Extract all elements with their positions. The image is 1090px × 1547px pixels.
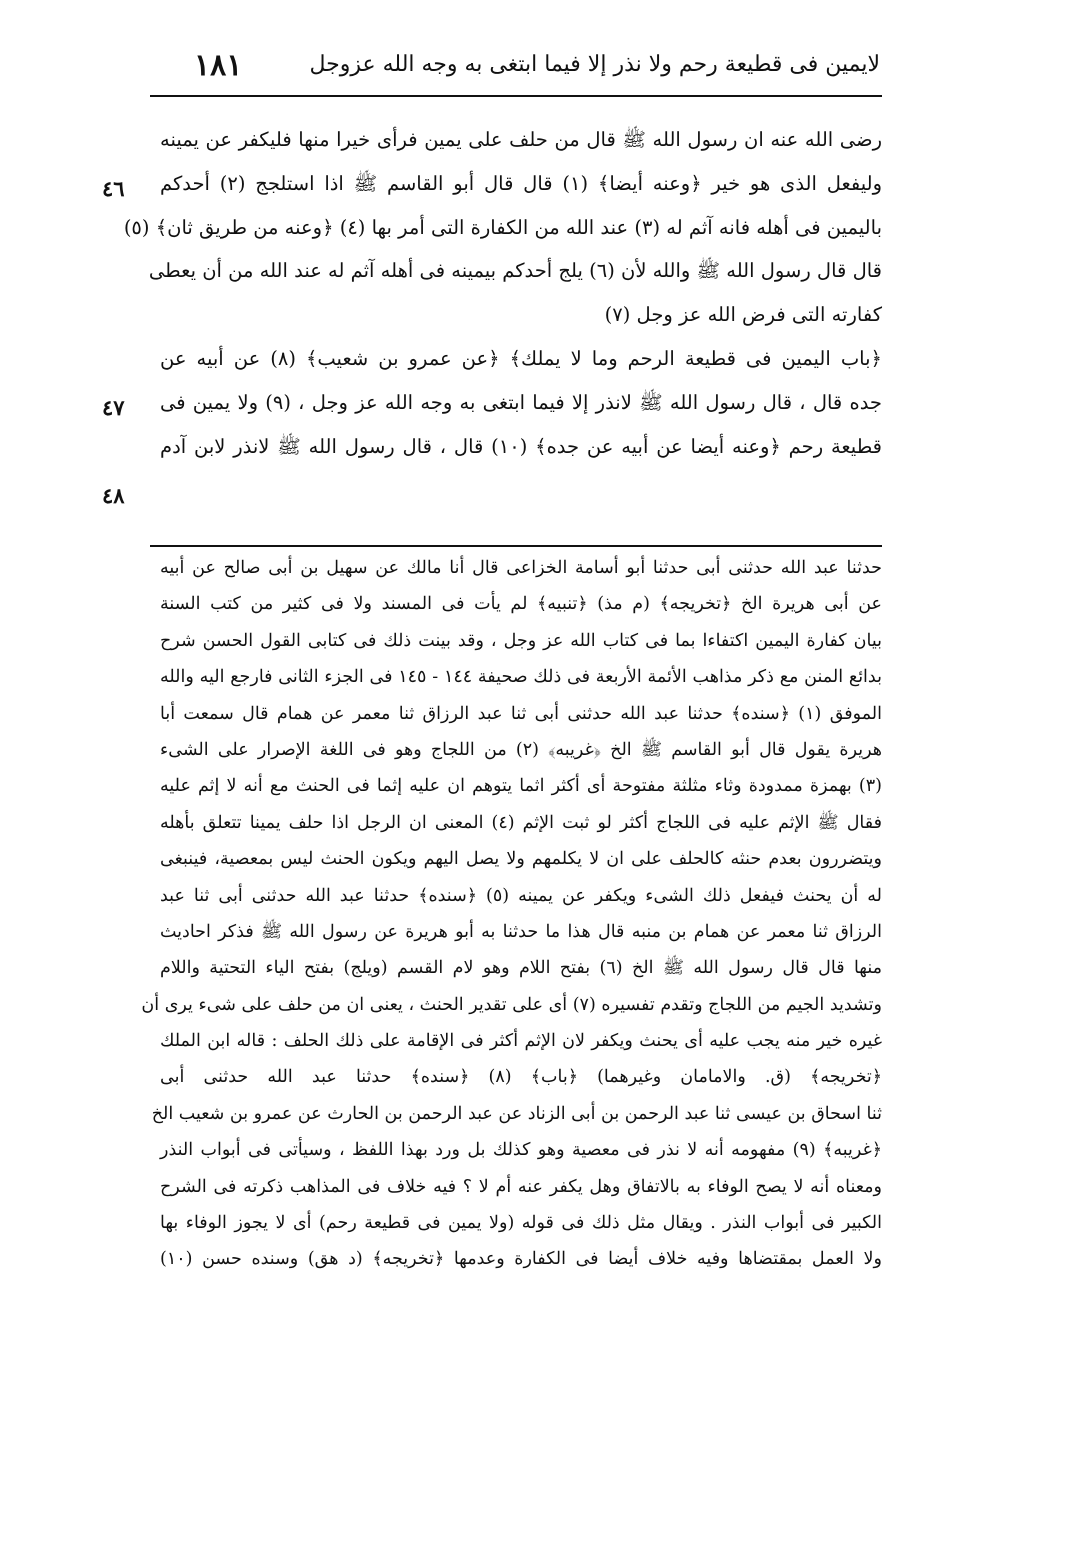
main-text: [123, 118, 883, 468]
footnote-line: حدثنا عبد الله حدثنى أبى حدثنا أبو أسامة الخزاعى قال أنا مالك عن سهيل بن أبى صالح عن أبيه: [160, 558, 882, 578]
text-line: كفارته التى فرض الله عز وجل (٧): [604, 303, 882, 327]
chapter-heading-line: ﴿باب اليمين فى قطيعة الرحم وما لا يملك﴾ ﴿عن عمرو بن شعيب﴾ (٨) عن أبيه عن: [160, 346, 882, 370]
footnote-line: عن أبى هريرة الخ ﴿تخريجه﴾ (م مذ) ﴿تنبيه﴾ لم يأت فى المسند ولا فى كثير من كتب السنة: [160, 594, 882, 615]
text-line: رضى الله عنه ان رسول الله ﷺ قال من حلف على يمين فرأى خيرا منها فليكفر عن يمينه: [160, 128, 882, 151]
footnote-rule: [150, 545, 882, 547]
text-line: قطيعة رحم ﴿وعنه أيضا عن أبيه عن جده﴾ (١٠) قال ، قال رسول الله ﷺ لانذر لابن آدم: [160, 434, 883, 458]
text-line: وليفعل الذى هو خير ﴿وعنه أيضا﴾ (١) قال قال أبو القاسم ﷺ اذا استلجج (٢) أحدكم: [160, 171, 882, 195]
footnote-line: ولا العمل بمقتضاها وفيه خلاف أيضا فى الكفارة وعدمها ﴿تخريجه﴾ (د هق) وسنده حسن (١٠): [160, 1249, 882, 1270]
page-header: [150, 46, 880, 92]
header-rule: [150, 95, 882, 97]
footnote-line: بدائع المنن مع ذكر مذاهب الأئمة الأربعة فى ذلك صحيفة ١٤٤ - ١٤٥ فى الجزء الثانى فارجع اليه والله: [160, 667, 882, 688]
footnote-line: غيره خير منه يجب عليه أى يحنث ويكفر لان الإثم أكثر فى الإقامة على ذلك الحلف : قاله ابن الملك: [160, 1031, 882, 1052]
footnote-line: بيان كفارة اليمين اكتفاءا بما فى كتاب الله عز وجل ، وقد بينت ذلك فى كتابى القول الحسن شرح: [160, 630, 882, 651]
running-title: لايمين فى قطيعة رحم ولا نذر إلا فيما ابتغى به وجه الله عزوجل: [309, 52, 880, 77]
footnote-line: ويتضررون بعدم حنثه كالحلف على ان لا يكلمهم ولا يصل اليهم ويكون الحنث ليس بمعصية، فينبغى: [160, 849, 882, 870]
footnote-line: ومعناه أنه لا يصح الوفاء به بالاتفاق وهل يكفر عنه أم لا ؟ فيه خلاف فى المذاهب ذكرته فى الشرح: [160, 1176, 882, 1197]
page-number: ١٨١: [194, 48, 243, 83]
hadith-number: ٤٦: [102, 176, 125, 201]
text-line: باليمين فى أهله فانه آثم له (٣) عند الله من الكفارة التى أمر بها (٤) ﴿وعنه من طريق ثان﴾ (٥): [123, 215, 882, 239]
text-line: قال قال رسول الله ﷺ والله لأن (٦) يلج أحدكم بيمينه فى أهله آثم له عند الله من أن يعطى: [148, 259, 882, 283]
footnote-line: هريرة يقول قال أبو القاسم ﷺ الخ ﴿غريبه﴾ (٢) من اللجاج وهو فى اللغة الإصرار على الشىء: [160, 739, 882, 760]
hadith-number: ٤٨: [102, 483, 125, 508]
footnote-line: منها قال قال رسول الله ﷺ الخ (٦) بفتح اللام وهو لام القسم (ويلج) بفتح الياء التحتية واللام: [160, 958, 883, 979]
footnote-line: له أن يحنث فيفعل ذلك الشىء ويكفر عن يمينه (٥) ﴿سنده﴾ حدثنا عبد الله حدثنى أبى ثنا عبد: [160, 885, 882, 906]
text-line: جده قال ، قال رسول الله ﷺ لانذر إلا فيما ابتغى به وجه الله عز وجل ، (٩) ولا يمين فى: [160, 390, 882, 414]
hadith-number: ٤٧: [102, 395, 125, 420]
footnotes: [141, 550, 883, 1278]
footnote-line: الموفق (١) ﴿سنده﴾ حدثنا عبد الله حدثنى أبى ثنا عبد الرزاق ثنا معمر عن همام قال سمعت أبا: [160, 703, 883, 724]
footnote-line: (٣) بهمزة ممدودة وثاء مثلثة مفتوحة أى أكثر اثما يتوهم ان عليه إثما فى الحنث مع أنه لا إثم عليه: [160, 776, 882, 797]
footnote-line: ثنا اسحاق بن عيسى ثنا عبد الرحمن بن أبى الزناد عن عبد الرحمن بن الحارث عن عمرو بن شعيب الخ: [151, 1103, 882, 1124]
footnote-line: الكبير فى أبواب النذر . ويقال مثل ذلك فى قوله (ولا يمين فى قطيعة رحم) أى لا يجوز الوفاء بها: [160, 1213, 882, 1234]
footnote-line: ﴿غريبه﴾ (٩) مفهومه أنه لا نذر فى معصية وهو كذلك بل ورد بهذا اللفظ ، وسيأتى فى أبواب النذر: [160, 1140, 882, 1161]
footnote-line: ﴿تخريجه﴾ (ق. والامامان وغيرهما) ﴿باب﴾ (٨) ﴿سنده﴾ حدثنا عبد الله حدثنى أبى: [160, 1067, 882, 1088]
footnote-line: وتشديد الجيم من اللجاج وتقدم تفسيره (٧) أى على تقدير الحنث ، يعنى ان من حلف على شىء يرى أن: [141, 994, 882, 1015]
footnote-line: فقال ﷺ الإثم عليه فى اللجاج أكثر لو ثبت الإثم (٤) المعنى ان الرجل اذا حلف يمينا تتعلق بأهله: [160, 812, 882, 833]
footnote-line: الرزاق ثنا معمر عن همام بن منبه قال هذا ما حدثنا به أبو هريرة عن رسول الله ﷺ فذكر احاديث: [160, 921, 882, 942]
